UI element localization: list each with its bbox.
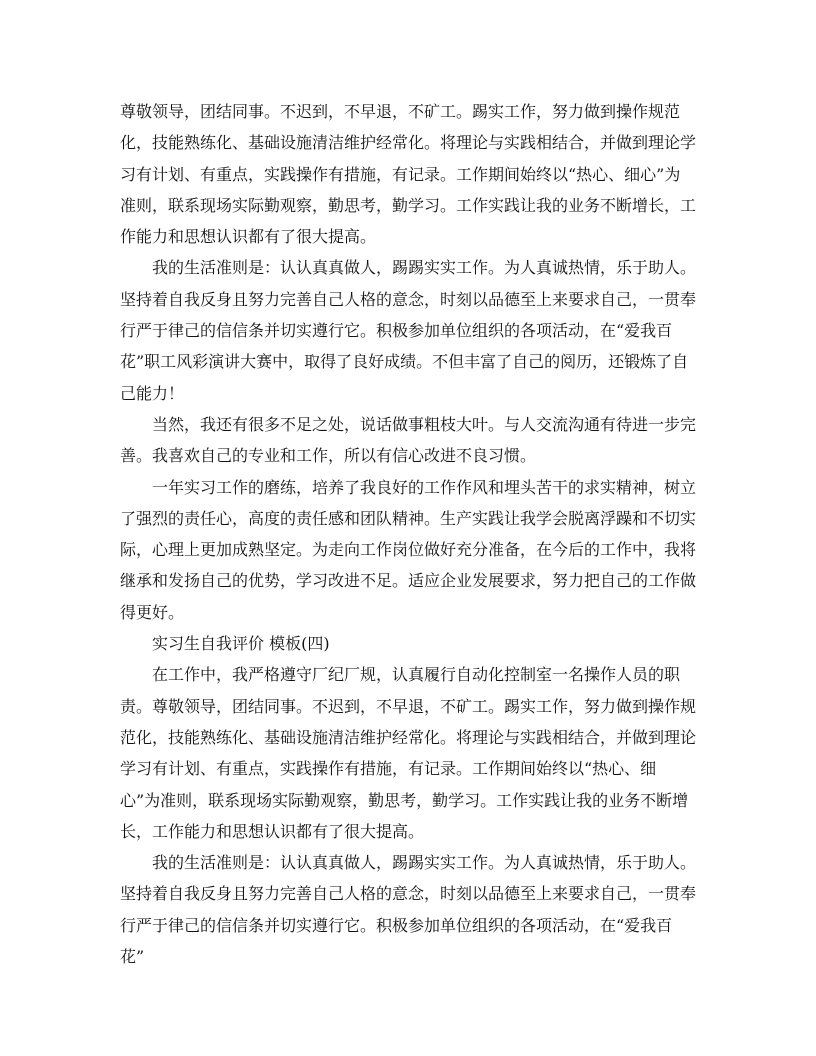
paragraph: 我的生活准则是：认认真真做人，踢踢实实工作。为人真诚热情，乐于助人。坚持着自我反身且努力完善自己人格的意念，时刻以品德至上来要求自己，一贯奉行严于律己的信信条并切实遵行它。积极参加单位组织的各项活动，在“爱我百花”职工风彩演讲大赛中，取得了良好成绩。不但丰富了自己的阅历，还锻炼了自己能力！ — [120, 258, 697, 403]
paragraph: 我的生活准则是：认认真真做人，踢踢实实工作。为人真诚热情，乐于助人。坚持着自我反身且努力完善自己人格的意念，时刻以品德至上来要求自己，一贯奉行严于律己的信信条并切实遵行它。积极参加单位组织的各项活动，在“爱我百花” — [120, 853, 697, 967]
paragraph: 一年实习工作的磨练，培养了我良好的工作作风和埋头苦干的求实精神，树立了强烈的责任心，高度的责任感和团队精神。生产实践让我学会脱离浮躁和不切实际，心理上更加成熟坚定。为走向工作岗位做好充分准备，在今后的工作中，我将继承和发扬自己的优势，学习改进不足。适应企业发展要求，努力把自己的工作做得更好。 — [120, 477, 697, 622]
paragraph: 尊敬领导，团结同事。不迟到，不早退，不矿工。踢实工作，努力做到操作规范化，技能熟练化、基础设施清洁维护经常化。将理论与实践相结合，并做到理论学习有计划、有重点，实践操作有措施，有记录。工作期间始终以“热心、细心”为准则，联系现场实际勤观察，勤思考，勤学习。工作实践让我的业务不断增长，工作能力和思想认识都有了很大提高。 — [120, 102, 697, 247]
paragraph: 在工作中，我严格遵守厂纪厂规，认真履行自动化控制室一名操作人员的职责。尊敬领导，团结同事。不迟到，不早退，不矿工。踢实工作，努力做到操作规范化，技能熟练化、基础设施清洁维护经常化。将理论与实践相结合，并做到理论学习有计划、有重点，实践操作有措施，有记录。工作期间始终以“热心、细心”为准则，联系现场实际勤观察，勤思考，勤学习。工作实践让我的业务不断增长，工作能力和思想认识都有了很大提高。 — [120, 665, 697, 841]
paragraph: 当然，我还有很多不足之处，说话做事粗枝大叶。与人交流沟通有待进一步完善。我喜欢自己的专业和工作，所以有信心改进不良习惯。 — [120, 414, 697, 466]
document-page — [120, 96, 696, 972]
section-title: 实习生自我评价 模板(四) — [152, 634, 330, 654]
